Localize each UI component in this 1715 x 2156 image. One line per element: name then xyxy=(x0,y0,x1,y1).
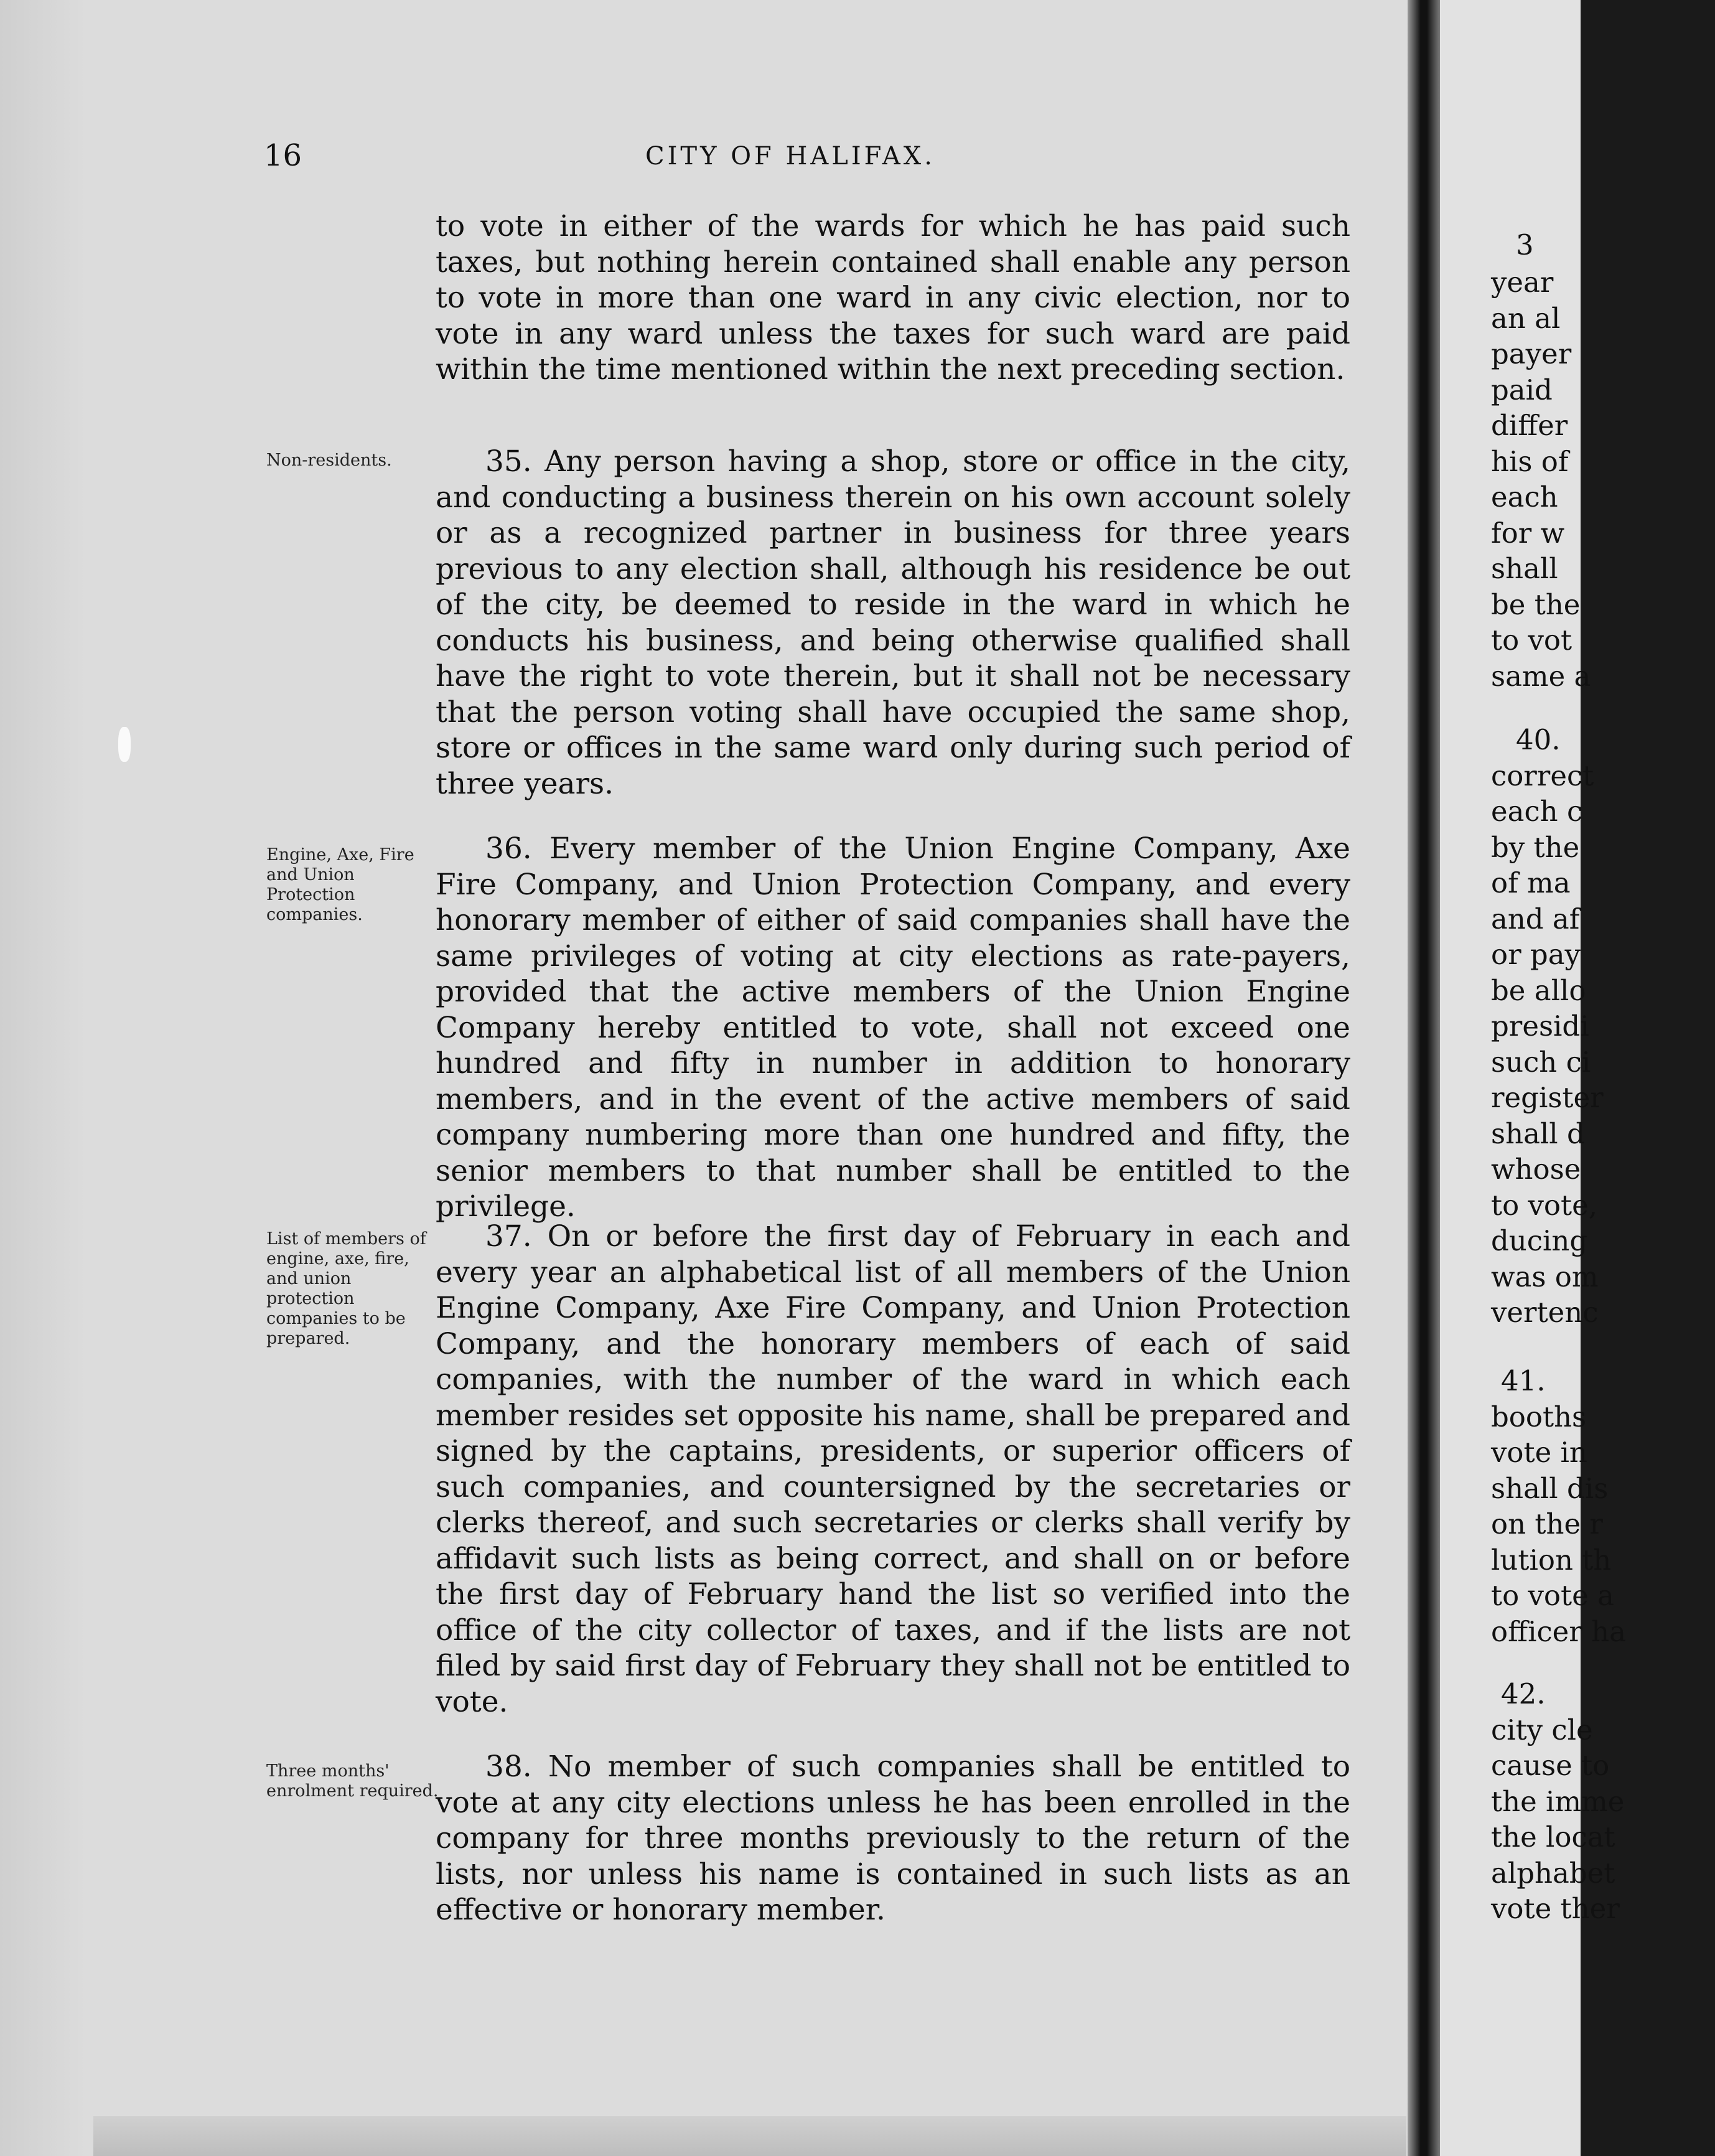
book-gutter xyxy=(1408,0,1440,2156)
right-line: his of xyxy=(1491,445,1569,478)
right-line: an al xyxy=(1491,302,1561,335)
right-line: ducing xyxy=(1491,1224,1588,1257)
right-line: vertenc xyxy=(1491,1296,1599,1329)
right-line: or pay xyxy=(1491,938,1581,971)
right-line: of ma xyxy=(1491,866,1571,899)
right-line: correct xyxy=(1491,759,1594,792)
section-37 xyxy=(436,1219,1350,1720)
right-line: and af xyxy=(1491,902,1580,935)
right-line: booths xyxy=(1491,1400,1587,1433)
right-line: cause to xyxy=(1491,1749,1610,1782)
section-35 xyxy=(436,444,1350,802)
right-line: to vot xyxy=(1491,624,1572,657)
sidenote-37: List of members of engine, axe, fire, and union protection companies to be prepared. xyxy=(266,1229,426,1348)
section-37-text: 37. On or before the first day of February in each and every year an alphabetical list of all members of the Union Engine Company, Axe Fire Company, and Union Protection Company, and the honorary members of each of said companies, with the number of the ward in which each member resides set opposite his name, shall be prepared and signed by the captains, presidents, or superior officers of such companies, and countersigned by the secretaries or clerks thereof, and such secretaries or clerks shall verify by affidavit such lists as being correct, and shall on or before the first day of February hand the list so verified into the office of the city collector of taxes, and if the lists are not filed by said first day of February they shall not be entitled to vote. xyxy=(436,1219,1350,1719)
right-line: payer xyxy=(1491,337,1572,370)
right-line: 42. xyxy=(1501,1677,1546,1710)
right-line: each xyxy=(1491,480,1558,513)
right-line: the imme xyxy=(1491,1785,1625,1818)
continuation-text: to vote in either of the wards for which he has paid such taxes, but nothing herein contained shall enable any person to vote in more than one ward in any civic election, nor to vote in any ward unless the taxes for such ward are paid within the time mentioned within the next preceding section. xyxy=(436,209,1350,387)
right-line: vote ther xyxy=(1491,1892,1620,1925)
right-line: differ xyxy=(1491,409,1568,442)
right-line: to vote, xyxy=(1491,1189,1598,1222)
right-line: by the xyxy=(1491,831,1580,864)
right-line: shall d xyxy=(1491,1117,1585,1150)
section-continuation xyxy=(436,209,1350,388)
right-line: for w xyxy=(1491,517,1565,550)
paper-blemish xyxy=(118,727,131,762)
right-line: same a xyxy=(1491,660,1591,693)
page-shading xyxy=(0,0,87,2156)
page-number: 16 xyxy=(264,138,302,173)
right-line: year xyxy=(1491,266,1554,299)
right-line: the locat xyxy=(1491,1821,1615,1854)
right-line: was om xyxy=(1491,1260,1599,1293)
section-38 xyxy=(436,1749,1350,1928)
section-36-text: 36. Every member of the Union Engine Company, Axe Fire Company, and Union Protection Company, and every honorary member of either of said companies shall have the same privileges of voting at city elections as rate-payers, provided that the active members of the Union Engine Company hereby entitled to vote, shall not exceed one hundred and fifty in number in addition to honorary members, and in the event of the active members of said company numbering more than one hundred and fifty, the senior members to that number shall be entitled to the privilege. xyxy=(436,832,1350,1224)
right-line: city cle xyxy=(1491,1713,1593,1746)
right-line: vote in xyxy=(1491,1436,1587,1469)
running-head: CITY OF HALIFAX. xyxy=(645,142,935,171)
sidenote-35: Non-residents. xyxy=(266,451,392,470)
right-line: officer ha xyxy=(1491,1615,1626,1648)
right-line: alphabet xyxy=(1491,1857,1615,1890)
right-line: shall xyxy=(1491,552,1558,585)
sidenote-38: Three months' enrolment required. xyxy=(266,1761,439,1801)
page-bottom-edge xyxy=(93,2116,1406,2156)
right-line: paid xyxy=(1491,373,1553,406)
section-38-text: 38. No member of such companies shall be entitled to vote at any city elections unless he has been enrolled in the company for three months previously to the return of the lists, nor unless his name is contained in such lists as an effective or honorary member. xyxy=(436,1750,1350,1927)
right-line: be allo xyxy=(1491,974,1586,1007)
right-line: whose xyxy=(1491,1153,1581,1186)
right-line: presidi xyxy=(1491,1010,1589,1043)
right-line: each c xyxy=(1491,795,1583,828)
right-line: register xyxy=(1491,1081,1604,1114)
right-line: on the r xyxy=(1491,1507,1603,1540)
sidenote-36: Engine, Axe, Fire and Union Protection companies. xyxy=(266,845,414,924)
right-line: to vote a xyxy=(1491,1579,1614,1612)
right-line: lution th xyxy=(1491,1544,1612,1577)
right-line: such ci xyxy=(1491,1046,1591,1079)
section-36 xyxy=(436,831,1350,1225)
right-line: 41. xyxy=(1501,1364,1546,1397)
right-line: 40. xyxy=(1516,723,1561,756)
right-line: be the xyxy=(1491,588,1581,621)
right-line: shall dis xyxy=(1491,1472,1609,1505)
section-35-text: 35. Any person having a shop, store or office in the city, and conducting a business therein on his own account solely or as a recognized partner in business for three years previous to any election shall, although his residence be out of the city, be deemed to reside in the ward in which he conducts his business, and being otherwise qualified shall have the right to vote therein, but it shall not be necessary that the person voting shall have occupied the same shop, store or offices in the same ward only during such period of three years. xyxy=(436,444,1350,801)
right-line: 3 xyxy=(1516,228,1534,261)
